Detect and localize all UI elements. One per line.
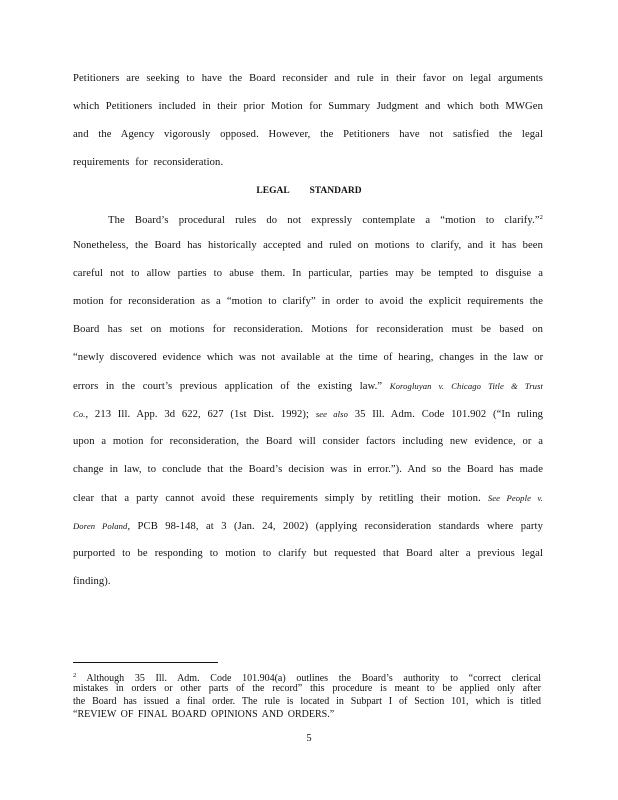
section-heading: LEGAL STANDARD (256, 186, 362, 196)
body-line: motion for reconsideration as a “motion to clarify” in order to avoid the explicit requirements the (73, 296, 543, 307)
body-line: careful not to allow parties to abuse them. In particular, parties may be tempted to disguise a (73, 268, 543, 279)
text-run: clear that a party cannot avoid these requirements simply by retitling their motion. (73, 493, 481, 504)
body-line (108, 204, 543, 235)
text-run: 35 Ill. Adm. Code 101.902 (“In ruling (354, 409, 544, 420)
body-line (73, 512, 543, 541)
footnote-line: mistakes in orders or other parts of the record” this procedure is meant to be applied only after (73, 683, 541, 694)
case-citation: Korogluyan v. Chicago Title & Trust (389, 381, 543, 391)
signal-text: see also (315, 409, 349, 419)
body-line: Nonetheless, the Board has historically accepted and ruled on motions to clarify, and it has been (73, 240, 543, 251)
body-line: requirements for reconsideration. (73, 157, 224, 168)
page-number: 5 (306, 733, 312, 744)
text-run: errors in the court’s previous application of the existing law.” (73, 381, 383, 392)
body-line: and the Agency vigorously opposed. However, the Petitioners have not satisfied the legal (73, 129, 543, 140)
footnote-line: “REVIEW OF FINAL BOARD OPINIONS AND ORDERS.” (73, 709, 335, 720)
body-line: Petitioners are seeking to have the Board reconsider and rule in their favor on legal arguments (73, 73, 543, 84)
body-line: finding). (73, 576, 111, 587)
body-line: change in law, to conclude that the Board’s decision was in error.”). And so the Board has made (73, 464, 543, 475)
case-citation: Doren Poland (73, 521, 128, 531)
footnote-separator (73, 662, 218, 663)
case-citation: See People v. (487, 493, 543, 503)
body-line: which Petitioners included in their prior Motion for Summary Judgment and which both MWGen (73, 101, 543, 112)
body-line: upon a motion for reconsideration, the Board will consider factors including new evidence, or a (73, 436, 543, 447)
text-run: , PCB 98-148, at 3 (Jan. 24, 2002) (applying reconsideration standards where party (127, 521, 543, 532)
text-run: Although 35 Ill. Adm. Code 101.904(a) outlines the Board’s authority to “correct clerical (86, 673, 541, 684)
body-line (73, 484, 543, 513)
footnote-ref: 2 (539, 214, 543, 221)
footnote-line: the Board has issued a final order. The rule is located in Subpart I of Section 101, which is titled (73, 696, 541, 707)
body-line: “newly discovered evidence which was not available at the time of hearing, changes in the law or (73, 352, 544, 363)
body-line (73, 372, 543, 401)
body-line: purported to be responding to motion to clarify but requested that Board alter a previous legal (73, 548, 543, 559)
case-citation: Co. (73, 409, 86, 419)
body-line: Board has set on motions for reconsideration. Motions for reconsideration must be based on (73, 324, 543, 335)
text-run: , 213 Ill. App. 3d 622, 627 (1st Dist. 1992); (85, 409, 310, 420)
body-line (73, 400, 543, 429)
footnote-marker: 2 (73, 672, 77, 679)
text-run: The Board’s procedural rules do not expressly contemplate a “motion to clarify.” (108, 215, 540, 226)
